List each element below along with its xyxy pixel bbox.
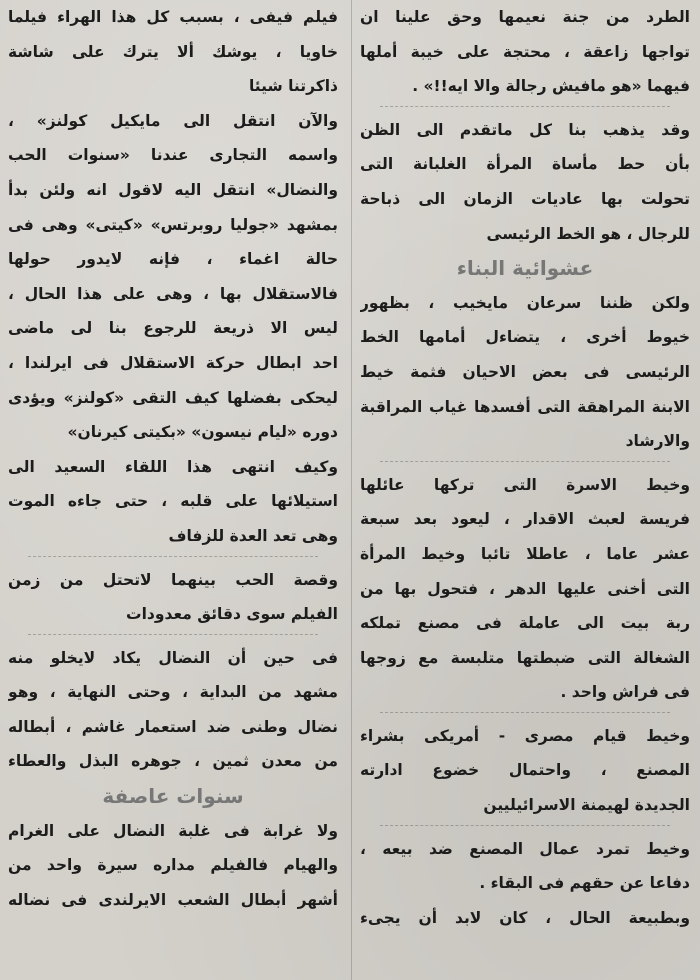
text-line: فيهما «هو مافيش رجالة والا ايه!!» . <box>412 77 690 96</box>
text-line: تواجها زاعقة ، محتجة على خيبة أملها <box>360 42 690 61</box>
text-line: نضال وطنى ضد استعمار غاشم ، أبطاله <box>8 717 338 736</box>
text-line: الرئيسى فى بعض الاحيان فثمة خيط <box>360 362 690 381</box>
paragraph <box>360 832 690 901</box>
paragraph <box>360 0 690 104</box>
text-line: الجديدة لهيمنة الاسرائيليين <box>483 796 690 815</box>
text-line: ليحكى بفضلها كيف التقى «كولنز» ويؤدى <box>8 388 338 407</box>
text-line: التى أخنى عليها الدهر ، فتحول بها من <box>360 579 690 598</box>
text-line: استيلائها على قلبه ، حتى جاءه الموت <box>8 492 338 511</box>
text-line: بأن حط مأساة المرأة الغلبانة التى <box>360 155 690 174</box>
text-line: من معدن ثمين ، جوهره البذل والعطاء <box>8 752 338 771</box>
right-column <box>360 0 690 980</box>
text-line: دوره «ليام نيسون» «بكيتى كيرنان» <box>67 423 338 442</box>
paragraph <box>8 0 338 104</box>
text-line: ولكن ظننا سرعان مايخيب ، بظهور <box>360 293 690 312</box>
left-column <box>8 0 338 980</box>
text-line: وخيط تمرد عمال المصنع ضد بيعه ، <box>360 839 690 858</box>
text-line: وخيط قيام مصرى - أمريكى بشراء <box>360 726 690 745</box>
section-heading: عشوائية البناء <box>456 256 594 281</box>
text-line: الابنة المراهقة التى أفسدها غياب المراقبة <box>360 397 690 416</box>
paragraph <box>360 719 690 823</box>
text-line: الشغالة التى ضبطتها متلبسة مع زوجها <box>360 648 690 667</box>
text-line: مشهد من البداية ، وحتى النهاية ، وهو <box>8 683 338 702</box>
text-line: تحولت بها عاديات الزمان الى ذباحة <box>360 189 690 208</box>
divider <box>380 712 670 719</box>
paragraph <box>8 450 338 554</box>
divider <box>28 634 318 641</box>
paragraph <box>8 641 338 779</box>
text-line: بمشهد «جوليا روبرتس» «كيتى» وهى فى <box>8 215 338 234</box>
text-line: فى حين أن النضال يكاد لايخلو منه <box>8 648 338 667</box>
text-line: وهى تعد العدة للزفاف <box>168 526 338 545</box>
paragraph <box>360 901 690 936</box>
section-heading: سنوات عاصفة <box>102 784 244 809</box>
divider <box>380 461 670 468</box>
text-line: والارشاد <box>625 432 690 451</box>
text-line: خاويا ، يوشك ألا يترك على شاشة <box>8 42 338 61</box>
paragraph <box>360 286 690 459</box>
text-line: فيلم فيفى ، بسبب كل هذا الهراء فيلما <box>8 8 338 26</box>
text-line: والهيام فالفيلم مداره سيرة واحد من <box>8 856 338 875</box>
text-line: دفاعا عن حقهم فى البقاء . <box>479 874 690 893</box>
text-line: ولا غرابة فى غلبة النضال على الغرام <box>8 821 338 840</box>
text-line: والآن انتقل الى مايكيل كولنز» ، <box>8 111 338 130</box>
paragraph <box>360 113 690 251</box>
text-line: الطرد من جنة نعيمها وحق علينا ان <box>360 8 690 26</box>
text-line: وقد يذهب بنا كل ماتقدم الى الظن <box>360 120 690 139</box>
text-line: وقصة الحب بينهما لاتحتل من زمن <box>8 570 338 589</box>
text-line: خيوط أخرى ، يتضاءل أمامها الخط <box>360 328 690 347</box>
text-line: ليس الا ذريعة للرجوع بنا لى ماضى <box>8 319 338 338</box>
divider <box>28 556 318 563</box>
paragraph <box>8 563 338 632</box>
text-line: وكيف انتهى هذا اللقاء السعيد الى <box>8 457 338 476</box>
paragraph <box>8 814 338 918</box>
text-line: للرجال ، هو الخط الرئيسى <box>486 224 690 243</box>
text-line: المصنع ، واحتمال خضوع ادارته <box>360 761 690 780</box>
divider <box>380 825 670 832</box>
text-line: ذاكرتنا شيئا <box>248 77 338 96</box>
text-line: فالاستقلال بها ، وهى على هذا الحال ، <box>8 284 338 303</box>
text-line: عشر عاما ، عاطلا تائبا وخيط المرأة <box>360 544 690 563</box>
text-line: أشهر أبطال الشعب الايرلندى فى نضاله <box>8 890 338 909</box>
divider <box>380 106 670 113</box>
column-divider <box>351 0 352 980</box>
text-line: فى فراش واحد . <box>560 683 690 702</box>
text-line: احد ابطال حركة الاستقلال فى ايرلندا ، <box>8 353 338 372</box>
paragraph <box>360 468 690 710</box>
text-line: وخيط الاسرة التى تركها عائلها <box>360 475 690 494</box>
text-line: ربة بيت الى عاملة فى مصنع تملكه <box>360 614 690 633</box>
text-line: واسمه التجارى عندنا «سنوات الحب <box>8 146 338 165</box>
text-line: فريسة لعبث الاقدار ، ليعود بعد سبعة <box>360 510 690 529</box>
paragraph <box>8 104 338 450</box>
text-line: الفيلم سوى دقائق معدودات <box>126 605 338 624</box>
text-line: حالة اغماء ، فإنه لايدور حولها <box>8 250 338 269</box>
text-line: وبطبيعة الحال ، كان لابد أن يجىء <box>360 908 690 927</box>
text-line: والنضال» انتقل اليه لاقول انه ولئن بدأ <box>8 180 338 199</box>
